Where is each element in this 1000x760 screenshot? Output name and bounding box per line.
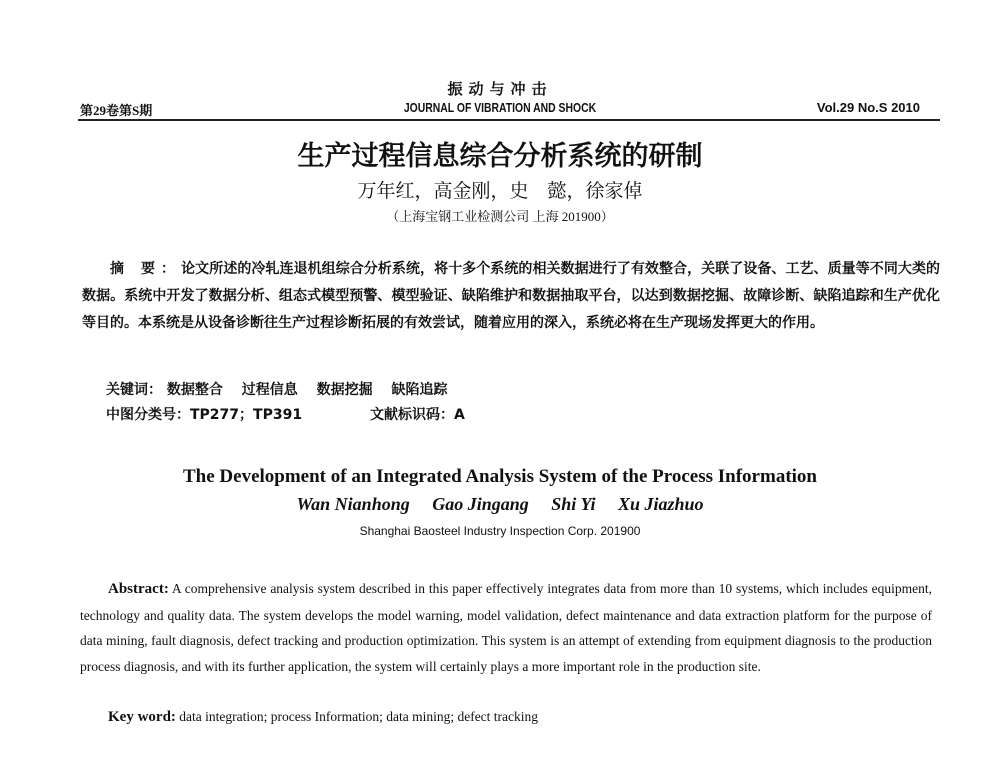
title-cn: 生产过程信息综合分析系统的研制	[297, 141, 703, 172]
journal-name-en: JOURNAL OF VIBRATION AND SHOCK	[403, 100, 597, 115]
keywords-cn	[106, 379, 462, 399]
classification-number	[106, 404, 302, 424]
abstract-cn-label: 摘 要：	[110, 261, 182, 277]
author: Xu Jiazhuo	[617, 494, 704, 514]
keyword: 数据挖掘	[316, 382, 373, 398]
keywords-en-text: data integration; process Information; data mining; defect tracking	[179, 709, 539, 724]
issue-en: Vol.29 No.S 2010	[816, 100, 920, 115]
classification-value: TP277；TP391	[190, 407, 303, 423]
abstract-en-text: A comprehensive analysis system described in this paper effectively integrates data from more than 10 systems, which includes equipment, technology and quality data. The system develops the model warning, model validation, defect maintenance and data extraction platform for the purpose of data mining, fault diagnosis, defect tracking and production optimization. This system is an attempt of extending from equipment diagnosis to the production process diagnosis, and with its further application, the system will certainly plays a more important role in the production site.	[80, 581, 932, 674]
author: Wan Nianhong	[296, 494, 410, 514]
document-code	[370, 404, 465, 424]
author: Shi Yi	[551, 494, 596, 514]
header-rule	[78, 119, 940, 121]
keyword: 数据整合	[166, 382, 223, 398]
authors-cn: 万年红，高金刚，史 懿，徐家倬	[357, 181, 643, 202]
keyword: 过程信息	[241, 382, 298, 398]
document-code-value: A	[454, 407, 465, 423]
journal-name-cn: 振动与冲击	[447, 82, 553, 98]
keywords-en-label: Key word:	[108, 709, 176, 725]
abstract-cn-text: 论文所述的冷轧连退机组综合分析系统，将十多个系统的相关数据进行了有效整合，关联了设备、工艺、质量等不同大类的数据。系统中开发了数据分析、组态式模型预警、模型验证、缺陷维护和数据抽取平台，以达到数据挖掘、故障诊断、缺陷追踪和生产优化等目的。本系统是从设备诊断往生产过程诊断拓展的有效尝试，随着应用的深入，系统必将在生产现场发挥更大的作用。	[82, 261, 940, 331]
classification-label: 中图分类号：	[106, 407, 190, 423]
abstract-en-label: Abstract:	[108, 581, 169, 597]
keyword: 缺陷追踪	[391, 382, 448, 398]
document-code-label: 文献标识码：	[370, 407, 454, 423]
abstract-cn	[82, 256, 940, 337]
abstract-en	[80, 576, 932, 679]
affiliation-cn: （上海宝钢工业检测公司 上海 201900）	[386, 209, 614, 224]
affiliation-en: Shanghai Baosteel Industry Inspection Corp. 201900	[359, 524, 641, 538]
issue-cn: 第29卷第S期	[80, 103, 153, 118]
title-en: The Development of an Integrated Analysis System of the Process Information	[183, 466, 817, 487]
authors-en	[0, 494, 1000, 515]
keywords-cn-label: 关键词：	[106, 382, 162, 398]
author: Gao Jingang	[432, 494, 529, 514]
keywords-en	[108, 709, 538, 726]
